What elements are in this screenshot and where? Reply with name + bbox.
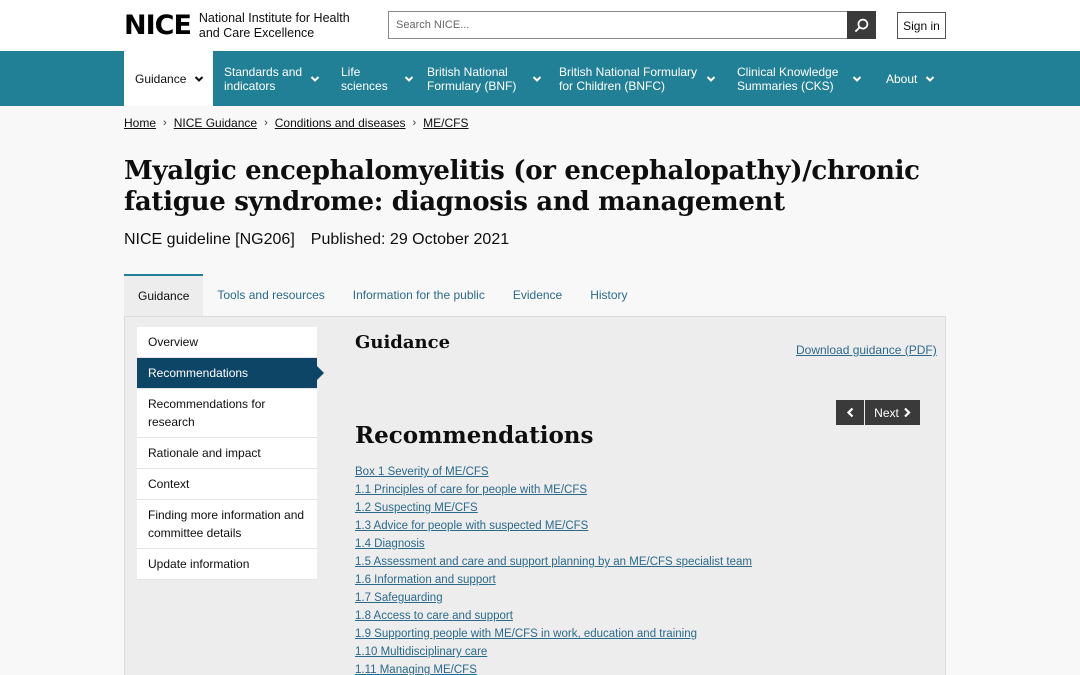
- nav-label: British National Formulary for Children (BNFC): [559, 64, 698, 93]
- breadcrumb-nice-guidance[interactable]: NICE Guidance: [173, 116, 258, 130]
- list-item: [355, 643, 752, 661]
- list-item: [355, 481, 752, 499]
- list-item: [355, 499, 752, 517]
- list-item: [355, 517, 752, 535]
- list-item: [355, 589, 752, 607]
- next-label: Next: [874, 405, 899, 420]
- list-item: [355, 535, 752, 553]
- sidebar-item-rationale-and-impact[interactable]: Rationale and impact: [137, 438, 317, 469]
- nav-label: Standards and indicators: [224, 64, 303, 93]
- guidance-tabs: [124, 274, 642, 316]
- rec-link[interactable]: 1.6 Information and support: [355, 574, 496, 586]
- guideline-id: NICE guideline [NG206]: [124, 231, 295, 248]
- nav-item-bnf[interactable]: [427, 51, 542, 106]
- list-item: [355, 553, 752, 571]
- rec-link[interactable]: 1.4 Diagnosis: [355, 538, 425, 550]
- sidebar-item-context[interactable]: Context: [137, 469, 317, 500]
- recommendations-heading: Recommendations: [355, 422, 594, 449]
- tab-history[interactable]: History: [590, 288, 628, 302]
- list-item: [355, 625, 752, 643]
- rec-link[interactable]: 1.2 Suspecting ME/CFS: [355, 502, 478, 514]
- list-item: [355, 571, 752, 589]
- nav-label: Guidance: [135, 71, 187, 86]
- chevron-right-icon: ›: [264, 117, 268, 129]
- nav-label: About: [886, 71, 918, 86]
- rec-link[interactable]: 1.1 Principles of care for people with ME/CFS: [355, 484, 588, 496]
- breadcrumb-conditions[interactable]: Conditions and diseases: [274, 116, 406, 130]
- chevron-down-icon: [194, 74, 204, 84]
- logo-text: National Institute for Health and Care Excellence: [198, 11, 350, 40]
- nav-label: Clinical Knowledge Summaries (CKS): [737, 64, 839, 93]
- chevron-down-icon: [532, 74, 542, 84]
- chevron-right-icon: ›: [412, 117, 417, 129]
- rec-link[interactable]: 1.10 Multidisciplinary care: [355, 646, 488, 658]
- guideline-meta: [124, 231, 509, 249]
- sidebar-item-recommendations-for-research[interactable]: Recommendations for research: [137, 389, 317, 438]
- list-item: [355, 607, 752, 625]
- nav-label: Life sciences: [341, 64, 388, 93]
- chevron-down-icon: [404, 74, 414, 84]
- tab-tools-and-resources[interactable]: Tools and resources: [217, 288, 325, 302]
- list-item: [355, 661, 752, 675]
- rec-link[interactable]: 1.8 Access to care and support: [355, 610, 513, 622]
- next-button[interactable]: [865, 400, 920, 425]
- rec-link[interactable]: 1.7 Safeguarding: [355, 592, 443, 604]
- rec-link[interactable]: 1.3 Advice for people with suspected ME/CFS: [355, 520, 589, 532]
- main-nav: [0, 51, 1080, 106]
- search-form: [388, 11, 876, 39]
- breadcrumb: [124, 116, 469, 130]
- search-button[interactable]: [847, 11, 876, 39]
- search-icon: [854, 18, 869, 33]
- download-guidance-link[interactable]: Download guidance (PDF): [796, 343, 937, 357]
- list-item: [355, 463, 752, 481]
- content-heading: Guidance: [355, 332, 451, 353]
- chevron-down-icon: [925, 74, 935, 84]
- section-sidebar: [137, 327, 317, 580]
- page-title: Myalgic encephalomyelitis (or encephalopathy)/chronic fatigue syndrome: diagnosis and management: [124, 156, 920, 217]
- nav-item-standards[interactable]: [224, 51, 320, 106]
- nav-item-guidance[interactable]: [124, 51, 213, 106]
- breadcrumb-home[interactable]: Home: [124, 116, 157, 130]
- tab-evidence[interactable]: Evidence: [512, 288, 563, 302]
- recommendations-list: [355, 463, 752, 675]
- tab-information-for-public[interactable]: Information for the public: [352, 288, 485, 302]
- nav-item-cks[interactable]: [737, 51, 862, 106]
- rec-link[interactable]: 1.11 Managing ME/CFS: [355, 664, 477, 675]
- site-header: [0, 0, 1080, 51]
- sidebar-item-finding-more-information[interactable]: Finding more information and committee details: [137, 500, 317, 549]
- nav-item-about[interactable]: [886, 51, 935, 106]
- pager: [836, 400, 920, 425]
- tab-guidance[interactable]: Guidance: [124, 274, 203, 316]
- chevron-down-icon: [852, 74, 862, 84]
- sidebar-item-recommendations[interactable]: Recommendations: [137, 358, 317, 389]
- rec-link[interactable]: Box 1 Severity of ME/CFS: [355, 466, 489, 478]
- sidebar-item-overview[interactable]: Overview: [137, 327, 317, 358]
- sign-in-button[interactable]: Sign in: [897, 12, 946, 39]
- nav-item-bnfc[interactable]: [559, 51, 716, 106]
- nav-label: British National Formulary (BNF): [427, 64, 517, 93]
- chevron-down-icon: [310, 74, 320, 84]
- published-date: Published: 29 October 2021: [310, 231, 510, 248]
- chevron-left-icon: [846, 407, 855, 418]
- rec-link[interactable]: 1.9 Supporting people with ME/CFS in work, education and training: [355, 628, 698, 640]
- logo-mark: NICE: [124, 10, 191, 41]
- chevron-right-icon: ›: [163, 117, 167, 129]
- search-input[interactable]: [388, 11, 847, 39]
- nice-logo[interactable]: [124, 11, 369, 41]
- rec-link[interactable]: 1.5 Assessment and care and support planning by an ME/CFS specialist team: [355, 556, 752, 568]
- chevron-down-icon: [706, 74, 716, 84]
- breadcrumb-mecfs[interactable]: ME/CFS: [423, 116, 469, 130]
- sidebar-item-update-information[interactable]: Update information: [137, 549, 317, 580]
- nav-item-life-sciences[interactable]: [341, 51, 414, 106]
- chevron-right-icon: [903, 407, 911, 418]
- previous-button[interactable]: [836, 400, 864, 425]
